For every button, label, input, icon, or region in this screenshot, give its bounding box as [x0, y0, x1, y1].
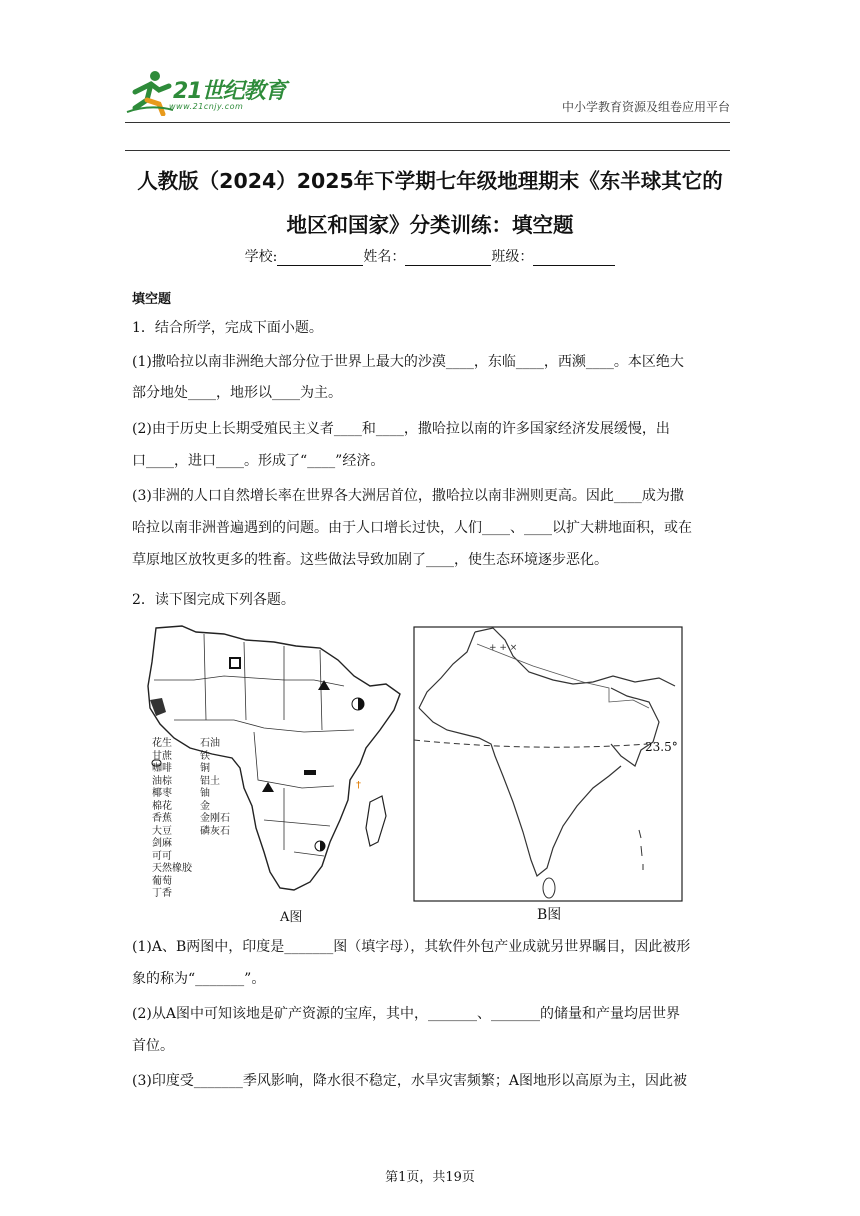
page-title-line1: 人教版（2024）2025年下学期七年级地理期末《东半球其它的 [137, 169, 723, 193]
map-a-caption: A图 [280, 910, 303, 925]
legend-coffee: 咖啡 [152, 763, 172, 774]
q1-sub1-line2: 部分地处____，地形以____为主。 [132, 385, 342, 401]
legend-cotton: 棉花 [152, 800, 172, 812]
title-divider [125, 150, 730, 151]
page-number: 第1页，共19页 [385, 1170, 475, 1185]
legend-copper: 铜 [200, 763, 210, 774]
latitude-label: 23.5° [645, 740, 678, 754]
name-label: 姓名： [363, 249, 406, 265]
page-header [125, 68, 730, 120]
name-blank [405, 249, 491, 266]
q1-sub3-line2: 哈拉以南非洲普遍遇到的问题。由于人口增长过快，人们____、____以扩大耕地面积，或在 [132, 520, 692, 536]
q2-sub2-line2: 首位。 [132, 1038, 174, 1054]
class-label: 班级： [491, 249, 534, 265]
map-a-legend-right [186, 738, 230, 838]
legend-banana: 香蕉 [152, 813, 172, 824]
logo-url: www.21cnjy.com [169, 102, 244, 111]
q1-sub2-line1: (2)由于历史上长期受殖民主义者____和____，撒哈拉以南的许多国家经济发展缓慢，出 [132, 421, 670, 437]
legend-rubber: 天然橡胶 [152, 863, 192, 874]
school-blank [277, 249, 363, 266]
section-heading: 填空题 [132, 292, 172, 307]
header-divider [125, 122, 730, 123]
legend-peanut: 花生 [152, 738, 172, 749]
map-a-legend-left [138, 738, 192, 901]
svg-text:+ + ×: + + × [489, 643, 518, 653]
q1-stem: 1．结合所学，完成下面小题。 [132, 320, 323, 336]
legend-iron: 铁 [200, 750, 210, 762]
q2-sub1-line1: (1)A、B两图中，印度是_______图（填字母），其软件外包产业成就另世界瞩目，因此被形 [132, 939, 691, 955]
map-b-india [413, 626, 683, 922]
legend-sugarcane: 甘蔗 [152, 750, 172, 762]
legend-uranium: 铀 [200, 788, 210, 799]
legend-clove: 丁香 [152, 888, 172, 899]
legend-grape: 葡萄 [152, 875, 172, 887]
legend-oil: 石油 [200, 738, 220, 749]
student-info [0, 246, 860, 266]
legend-date-palm: 椰枣 [152, 788, 172, 799]
legend-gold: 金 [200, 800, 210, 812]
map-b-caption: B图 [537, 907, 562, 923]
logo [125, 68, 295, 118]
map-a-africa [134, 620, 414, 925]
q2-stem: 2．读下图完成下列各题。 [132, 592, 295, 608]
legend-sisal: 剑麻 [152, 838, 172, 849]
q1-sub2-line2: 口____，进口____。形成了“____”经济。 [132, 453, 385, 469]
logo-text: 21世纪教育 [173, 79, 286, 104]
q1-sub3-line1: (3)非洲的人口自然增长率在世界各大洲居首位，撒哈拉以南非洲则更高。因此____成为撒 [132, 488, 684, 504]
legend-bauxite: 铝土 [200, 775, 220, 787]
platform-name: 中小学教育资源及组卷应用平台 [561, 100, 730, 114]
legend-oil-palm: 油棕 [152, 775, 172, 787]
runner-logo-icon [125, 68, 175, 116]
q2-sub3-line1: (3)印度受_______季风影响，降水很不稳定，水旱灾害频繁；A图地形以高原为主，因此被 [132, 1073, 687, 1089]
india-map-svg [413, 626, 683, 904]
class-blank [533, 249, 615, 266]
legend-soybean: 大豆 [152, 825, 172, 837]
svg-text:†: † [356, 780, 361, 791]
school-label: 学校: [244, 249, 278, 265]
q1-sub3-line3: 草原地区放牧更多的牲畜。这些做法导致加剧了____，使生态环境逐步恶化。 [132, 552, 608, 568]
page-title-line2: 地区和国家》分类训练：填空题 [286, 213, 574, 237]
legend-diamond: 金刚石 [200, 813, 230, 824]
q2-sub1-line2: 象的称为“_______”。 [132, 971, 266, 987]
q2-sub2-line1: (2)从A图中可知该地是矿产资源的宝库，其中，_______、_______的储量和产量均居世界 [132, 1006, 680, 1022]
legend-phosphate: 磷灰石 [200, 825, 230, 837]
q1-sub1-line1: (1)撒哈拉以南非洲绝大部分位于世界上最大的沙漠____，东临____，西濒____。本区绝大 [132, 354, 684, 370]
legend-cocoa: 可可 [152, 850, 172, 862]
